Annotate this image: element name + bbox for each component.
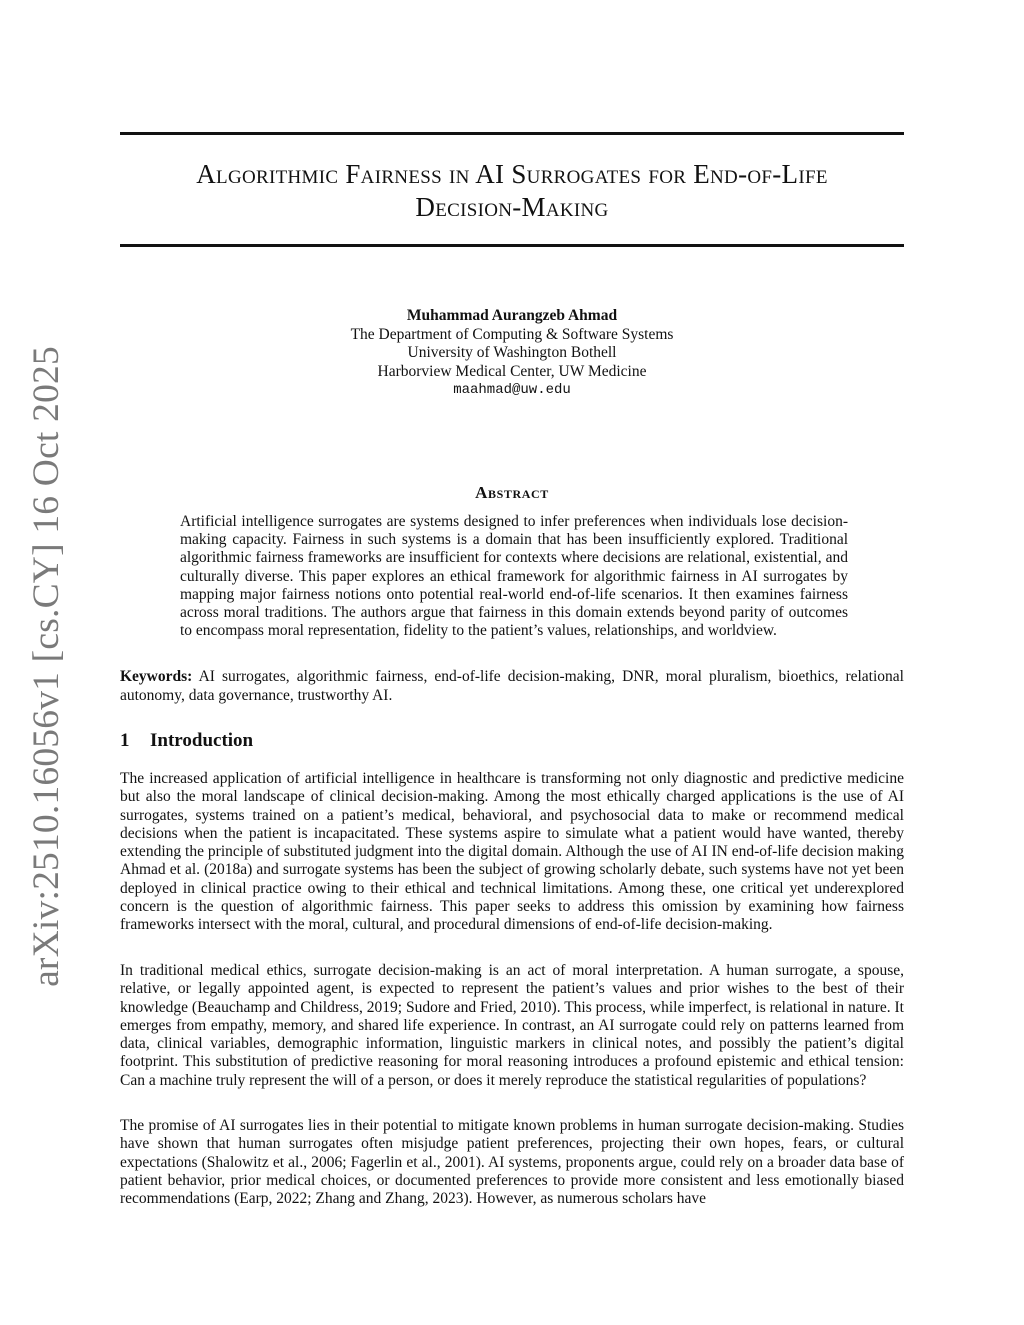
keywords-label: Keywords: [120, 668, 193, 685]
section-heading-introduction [120, 729, 253, 753]
paper-title [120, 158, 904, 224]
title-bottom-rule [120, 244, 904, 247]
arxiv-identifier [20, 345, 72, 987]
abstract-heading: Abstract [475, 483, 549, 502]
intro-paragraph: In traditional medical ethics, surrogate decision-making is an act of moral interpretation. A human surrogate, a spouse, relative, or legally appointed agent, is expected to represent the patient’s values and prior wishes to the best of their knowledge (Beauchamp and Childress, 2019; Sudore and Fried, 2010). This process, while imperfect, is relational in nature. It emerges from empathy, memory, and shared life experience. In contrast, an AI surrogate could rely on patterns learned from data, clinical variables, demographic information, linguistic markers in clinical notes, and possibly the patient’s digital footprint. This substitution of predictive reasoning for moral reasoning introduces a profound epistemic and ethical tension: Can a machine truly represent the will of a person, or does it merely reproduce the statistical regularities of populations? [120, 962, 904, 1089]
keywords-text: AI surrogates, algorithmic fairness, end-of-life decision-making, DNR, moral pluralism, bioethics, relational autonomy, data governance, trustworthy AI. [120, 668, 904, 704]
abstract-text: Artificial intelligence surrogates are systems designed to infer preferences when individuals lose decision-making capacity. Fairness in such systems is a domain that has been insufficiently explored. Traditional algorithmic fairness frameworks are insufficient for contexts where decisions are relational, existential, and culturally diverse. This paper explores an ethical framework for algorithmic fairness in AI surrogates by mapping major fairness notions onto potential real-world end-of-life scenarios. It then examines fairness across moral traditions. The authors argue that fairness in this domain extends beyond parity of outcomes to encompass moral representation, fidelity to the patient’s values, relationships, and worldview. [180, 513, 848, 640]
author-email: maahmad@uw.edu [453, 382, 571, 398]
intro-paragraph: The promise of AI surrogates lies in their potential to mitigate known problems in human surrogate decision-making. Studies have shown that human surrogates often misjudge patient preferences, projecting their own hopes, fears, or cultural expectations (Shalowitz et al., 2006; Fagerlin et al., 2001). AI systems, proponents argue, could rely on a broader data base of patient behavior, prior medical choices, or documented preferences to provide more consistent and less emotionally biased recommendations (Earp, 2022; Zhang and Zhang, 2023). However, as numerous scholars have [120, 1117, 904, 1207]
title-top-rule [120, 132, 904, 135]
keywords [120, 668, 904, 705]
author-name: Muhammad Aurangzeb Ahmad [406, 307, 618, 324]
paper-title-line2: Decision-Making [415, 192, 609, 222]
author-block [220, 307, 804, 400]
section-number: 1 [120, 730, 130, 751]
author-affiliation-university: University of Washington Bothell [407, 344, 617, 361]
author-affiliation-dept: The Department of Computing & Software Systems [350, 325, 674, 343]
intro-paragraph: The increased application of artificial intelligence in healthcare is transforming not only diagnostic and predictive medicine but also the moral landscape of clinical decision-making. Among the most ethically charged applications is the use of AI surrogates, systems trained on a patient’s medical, behavioral, and psychosocial data to make or recommend medical decisions when the patient is incapacitated. These systems aspire to simulate what a patient would have wanted, thereby extending the principle of substituted judgment into the digital domain. Although the use of AI IN end-of-life decision making Ahmad et al. (2018a) and surrogate systems has been the subject of growing scholarly debate, such systems have not yet been deployed in clinical practice owing to their ethical and technical limitations. Among these, one critical yet underexplored concern is the question of algorithmic fairness. This paper seeks to address this omission by examining how fairness frameworks intersect with the moral, cultural, and procedural dimensions of end-of-life decision-making. [120, 770, 904, 933]
author-affiliation-center: Harborview Medical Center, UW Medicine [377, 362, 647, 380]
section-title: Introduction [150, 730, 254, 751]
arxiv-identifier-text: arXiv:2510.16056v1 [cs.CY] 16 Oct 2025 [25, 345, 67, 987]
paper-title-line1: Algorithmic Fairness in AI Surrogates for End-of-Life [196, 159, 828, 189]
